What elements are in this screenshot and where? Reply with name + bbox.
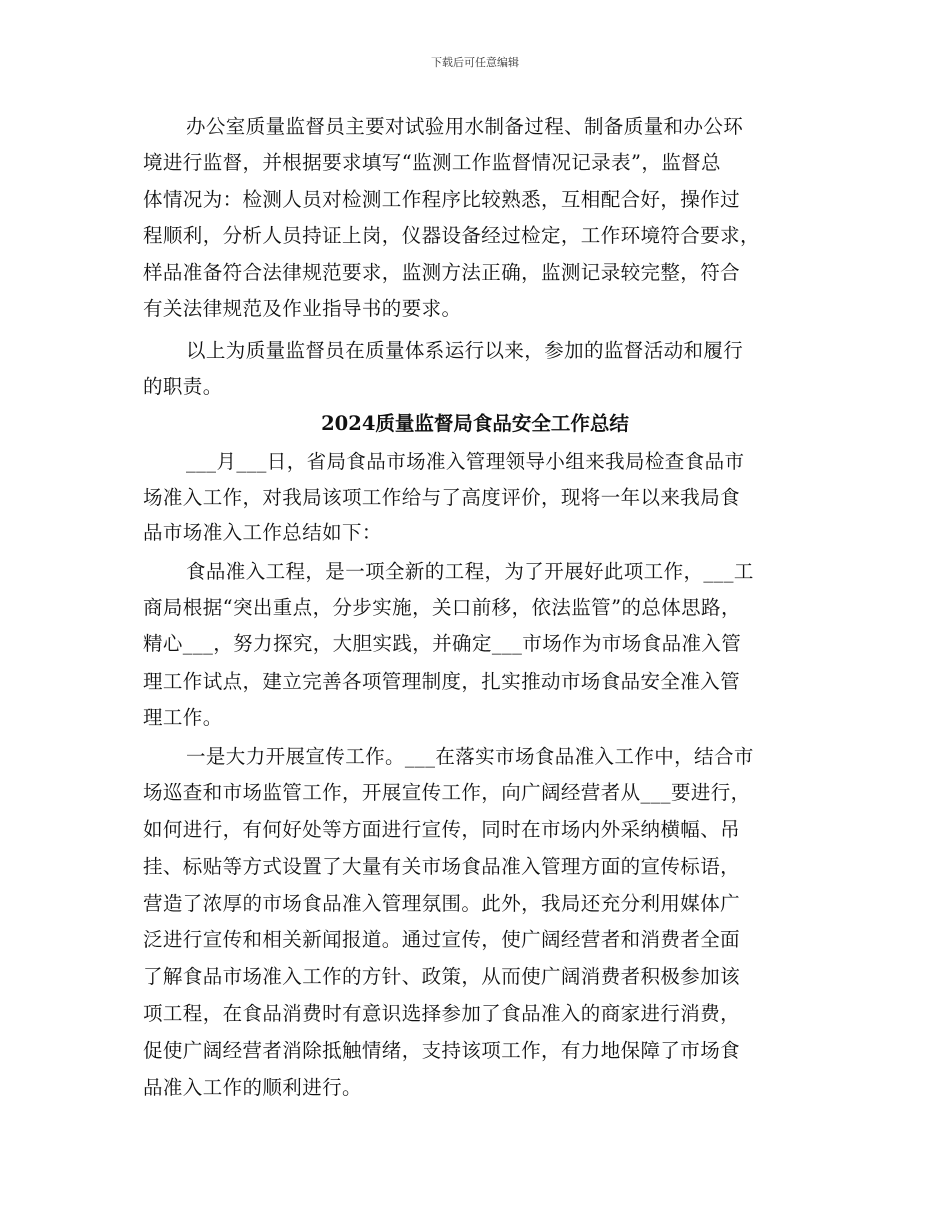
paragraph-line: 程顺利，分析人员持证上岗，仪器设备经过检定，工作环境符合要求， xyxy=(143,224,760,247)
paragraph-line: 精心___，努力探究，大胆实践，并确定___市场作为市场食品准入管 xyxy=(143,632,742,655)
paragraph-line: 理工作试点，建立完善各项管理制度，扎实推动市场食品安全准入管 xyxy=(143,670,741,693)
paragraph-line: 挂、标贴等方式设置了大量有关市场食品准入管理方面的宣传标语， xyxy=(143,855,741,878)
paragraph-line: 境进行监督，并根据要求填写“监测工作监督情况记录表”，监督总 xyxy=(143,151,721,174)
section-title: 2024质量监督局食品安全工作总结 xyxy=(321,412,629,435)
paragraph-line: 有关法律规范及作业指导书的要求。 xyxy=(143,297,462,320)
paragraph-line: ___月___日，省局食品市场准入管理领导小组来我局检查食品市 xyxy=(186,450,745,473)
paragraph-line: 的职责。 xyxy=(143,375,223,398)
paragraph-line: 办公室质量监督员主要对试验用水制备过程、制备质量和办公环 xyxy=(186,115,744,138)
paragraph-line: 以上为质量监督员在质量体系运行以来，参加的监督活动和履行 xyxy=(186,339,744,362)
paragraph-line: 项工程，在食品消费时有意识选择参加了食品准入的商家进行消费， xyxy=(143,1002,741,1025)
paragraph-line: 场巡查和市场监管工作，开展宣传工作，向广阔经营者从___要进行， xyxy=(143,781,751,804)
paragraph-line: 场准入工作，对我局该项工作给与了高度评价，现将一年以来我局食 xyxy=(143,486,741,509)
paragraph-line: 样品准备符合法律规范要求，监测方法正确，监测记录较完整，符合 xyxy=(143,261,741,284)
paragraph-line: 泛进行宣传和相关新闻报道。通过宣传，使广阔经营者和消费者全面 xyxy=(143,928,741,951)
paragraph-line: 理工作。 xyxy=(143,706,223,729)
paragraph-line: 品市场准入工作总结如下： xyxy=(143,521,382,544)
paragraph-line: 促使广阔经营者消除抵触情绪，支持该项工作，有力地保障了市场食 xyxy=(143,1039,741,1062)
paragraph-line: 了解食品市场准入工作的方针、政策，从而使广阔消费者积极参加该 xyxy=(143,965,741,988)
paragraph-line: 如何进行，有何好处等方面进行宣传，同时在市场内外采纳横幅、吊 xyxy=(143,818,741,841)
paragraph-line: 营造了浓厚的市场食品准入管理氛围。此外，我局还充分利用媒体广 xyxy=(143,892,741,915)
page-header-note: 下载后可任意编辑 xyxy=(431,56,519,69)
paragraph-line: 体情况为：检测人员对检测工作程序比较熟悉，互相配合好，操作过 xyxy=(143,188,741,211)
paragraph-line: 商局根据“突出重点，分步实施，关口前移，依法监管”的总体思路， xyxy=(143,596,741,619)
paragraph-line: 品准入工作的顺利进行。 xyxy=(143,1076,362,1099)
paragraph-line: 食品准入工程，是一项全新的工程，为了开展好此项工作，___工 xyxy=(186,560,754,583)
paragraph-line: 一是大力开展宣传工作。___在落实市场食品准入工作中，结合市 xyxy=(186,745,754,768)
